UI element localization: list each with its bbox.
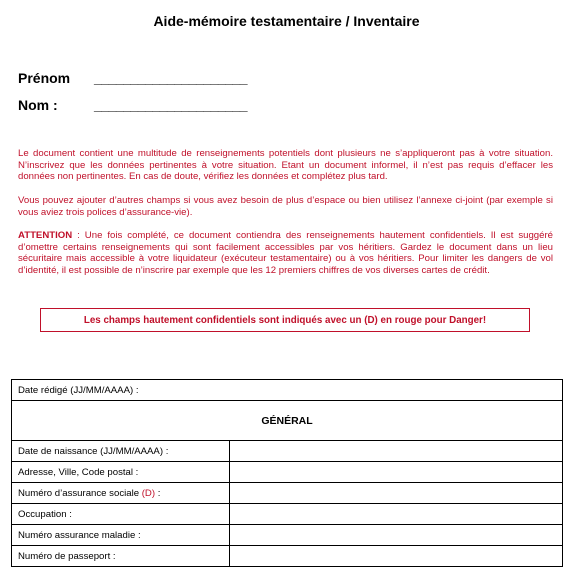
occupation-value-cell[interactable] (230, 504, 563, 525)
table-row (12, 546, 563, 567)
document-title: Aide-mémoire testamentaire / Inventaire (153, 13, 420, 29)
intro-paragraph: Le document contient une multitude de renseignements potentiels dont plusieurs ne s’appliqueront pas à votre situation. N’inscrivez que les données pertinentes à votre situation. Etant un document informel, il n’est pas requis d’effacer les données non pertinentes. En cas de doute, vérifiez les données et complétez plus tard. (18, 148, 553, 183)
confidential-warning-box (40, 308, 530, 332)
nas-colon: : (155, 487, 161, 499)
naissance-label: Date de naissance (JJ/MM/AAAA) : (12, 441, 230, 462)
extra-fields-paragraph: Vous pouvez ajouter d’autres champs si vous avez besoin de plus d’espace ou bien utilisez l’annexe ci-joint (par exemple si vous aviez trois polices d’assurance-vie). (18, 195, 553, 218)
passeport-label: Numéro de passeport : (12, 546, 230, 567)
maladie-value-cell[interactable] (230, 525, 563, 546)
nom-field[interactable] (18, 97, 247, 113)
section-general-header: GÉNÉRAL (12, 401, 563, 441)
table-row (12, 401, 563, 441)
adresse-label: Adresse, Ville, Code postal : (12, 462, 230, 483)
table-row (12, 525, 563, 546)
prenom-label: Prénom (18, 70, 71, 86)
prenom-blank-line: _____________________ (94, 70, 248, 86)
attention-text: : Une fois complété, ce document contiendra des renseignements hautement confidentiels. Il est suggéré d’omettre certains renseignements qui sont facilement accessibles par vos héritiers. Gardez le document dans un lieu sécuritaire mais accessible à votre liquidateur (exécuteur testamentaire) ou à vos héritiers. Pour limiter les dangers de vol d’identité, il est possible de n’inscrire par exemple que les 12 premiers chiffres de vos diverses cartes de crédit. (18, 230, 553, 276)
passeport-value-cell[interactable] (230, 546, 563, 567)
table-row (12, 441, 563, 462)
nom-label: Nom : (18, 97, 58, 113)
date-redige-cell[interactable]: Date rédigé (JJ/MM/AAAA) : (12, 380, 563, 401)
attention-label: ATTENTION (18, 230, 73, 241)
nas-value-cell[interactable] (230, 483, 563, 504)
adresse-value-cell[interactable] (230, 462, 563, 483)
prenom-field[interactable] (18, 70, 247, 86)
occupation-label: Occupation : (12, 504, 230, 525)
table-row (12, 483, 563, 504)
attention-paragraph (18, 230, 553, 276)
table-row (12, 380, 563, 401)
table-row (12, 462, 563, 483)
nas-label: Numéro d’assurance sociale (18, 487, 142, 499)
nom-blank-line: _____________________ (94, 97, 248, 113)
table-row (12, 504, 563, 525)
danger-flag: (D) (141, 487, 156, 499)
naissance-value-cell[interactable] (230, 441, 563, 462)
confidential-warning-text: Les champs hautement confidentiels sont indiqués avec un (D) en rouge pour Danger! (83, 314, 487, 326)
maladie-label: Numéro assurance maladie : (12, 525, 230, 546)
general-info-table (11, 379, 563, 567)
nas-label-cell (12, 483, 230, 504)
